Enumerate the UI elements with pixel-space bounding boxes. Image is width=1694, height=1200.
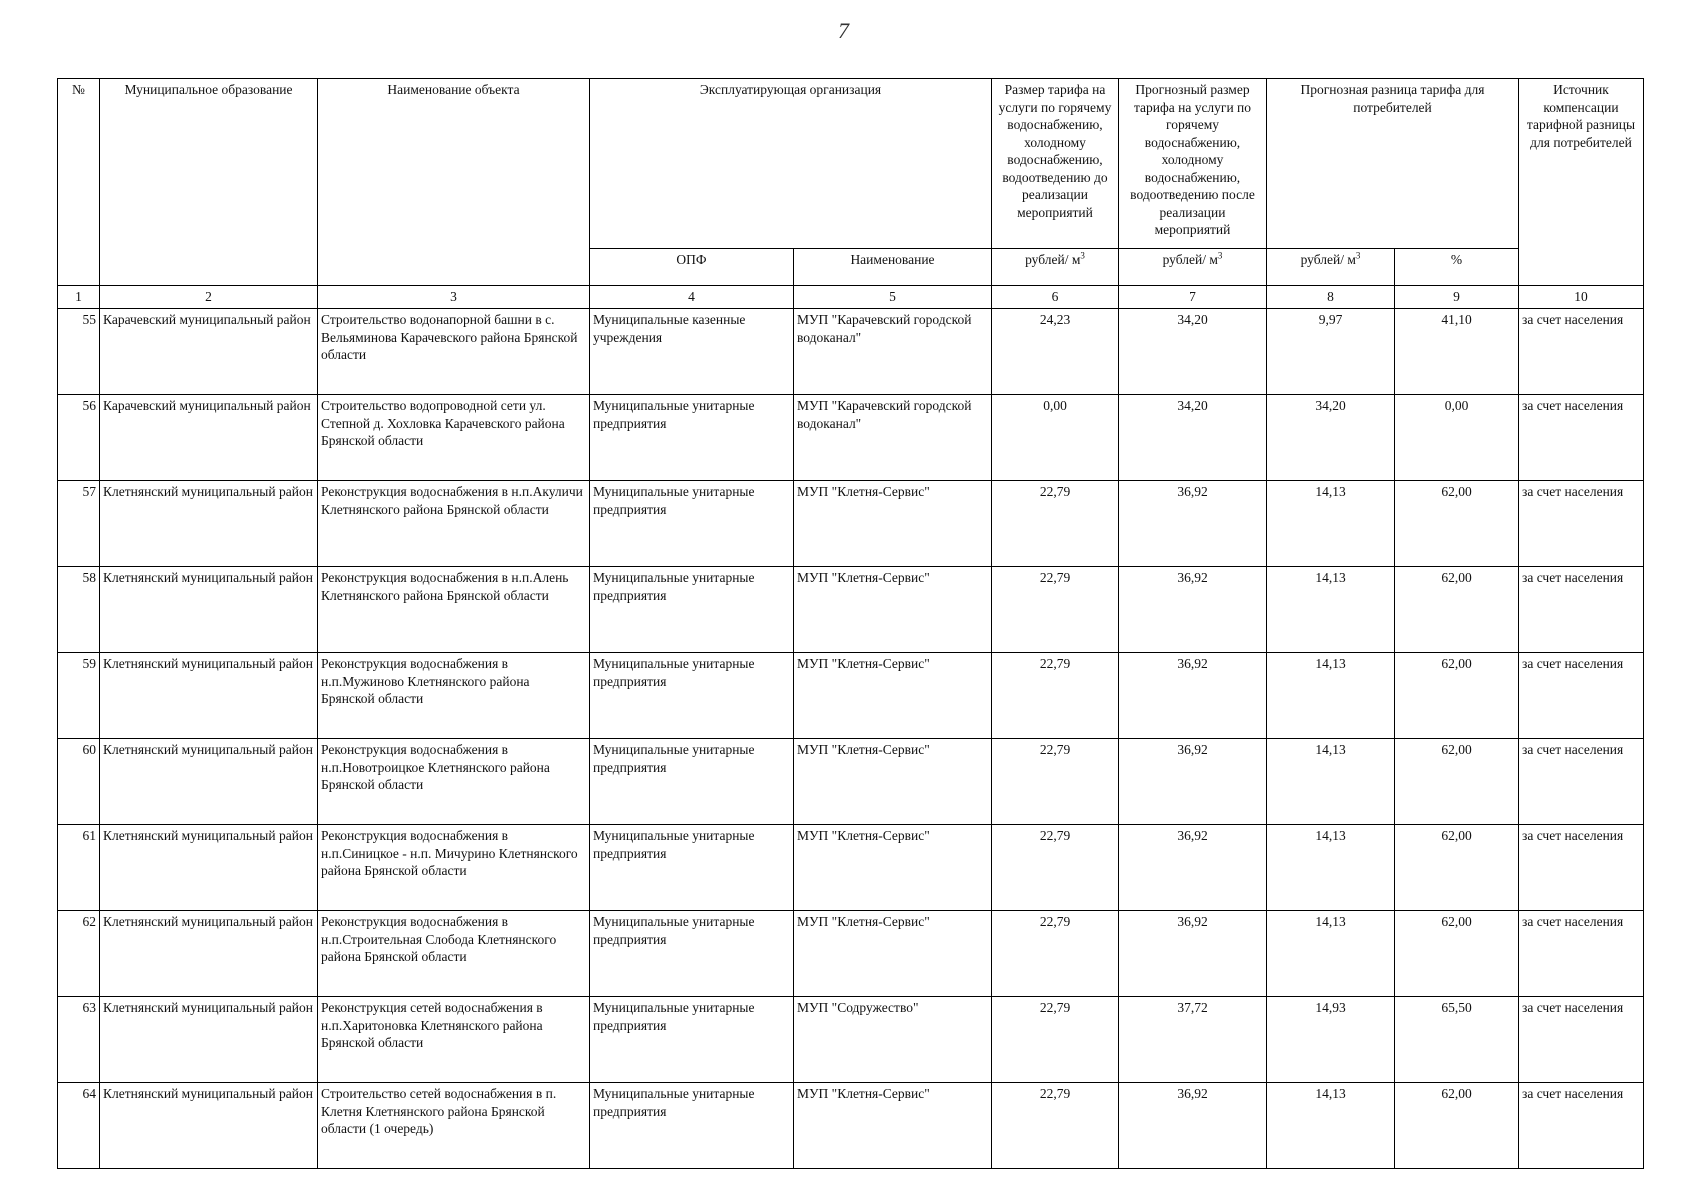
- table-body: [58, 309, 1644, 1169]
- opf-cell: Муниципальные казенные учреждения: [590, 309, 794, 395]
- header-operator: Эксплуатирующая организация: [590, 79, 992, 249]
- column-number: 2: [100, 286, 318, 309]
- tariff-before-cell: 24,23: [992, 309, 1119, 395]
- municipality-cell: Клетнянский муниципальный район: [100, 911, 318, 997]
- operator-name-cell: МУП "Карачевский городской водоканал": [794, 309, 992, 395]
- tariff-before-cell: 22,79: [992, 653, 1119, 739]
- object-name-cell: Строительство водопроводной сети ул. Степной д. Хохловка Карачевского района Брянской области: [318, 395, 590, 481]
- column-number: 9: [1395, 286, 1519, 309]
- table-row: [58, 481, 1644, 567]
- opf-cell: Муниципальные унитарные предприятия: [590, 997, 794, 1083]
- object-name-cell: Реконструкция водоснабжения в н.п.Строительная Слобода Клетнянского района Брянской области: [318, 911, 590, 997]
- tariff-diff-cell: 14,13: [1267, 825, 1395, 911]
- row-number: 64: [58, 1083, 100, 1169]
- object-name-cell: Реконструкция водоснабжения в н.п.Алень Клетнянского района Брянской области: [318, 567, 590, 653]
- tariff-diff-percent-cell: 41,10: [1395, 309, 1519, 395]
- municipality-cell: Карачевский муниципальный район: [100, 395, 318, 481]
- unit-superscript: 3: [1217, 250, 1223, 261]
- row-number: 56: [58, 395, 100, 481]
- tariff-diff-percent-cell: 62,00: [1395, 911, 1519, 997]
- unit-label: рублей/ м: [1300, 252, 1356, 267]
- column-number: 5: [794, 286, 992, 309]
- opf-cell: Муниципальные унитарные предприятия: [590, 911, 794, 997]
- table-header: [58, 79, 1644, 286]
- tariff-after-cell: 36,92: [1119, 739, 1267, 825]
- compensation-source-cell: за счет населения: [1519, 739, 1644, 825]
- opf-cell: Муниципальные унитарные предприятия: [590, 653, 794, 739]
- tariff-diff-cell: 14,13: [1267, 911, 1395, 997]
- tariff-diff-percent-cell: 62,00: [1395, 825, 1519, 911]
- table-row: [58, 653, 1644, 739]
- table-row: [58, 567, 1644, 653]
- column-number: 6: [992, 286, 1119, 309]
- tariff-after-cell: 36,92: [1119, 825, 1267, 911]
- object-name-cell: Реконструкция водоснабжения в н.п.Новотроицкое Клетнянского района Брянской области: [318, 739, 590, 825]
- tariff-diff-percent-cell: 62,00: [1395, 567, 1519, 653]
- tariff-after-cell: 34,20: [1119, 309, 1267, 395]
- unit-label: рублей/ м: [1025, 252, 1081, 267]
- tariff-diff-percent-cell: 0,00: [1395, 395, 1519, 481]
- row-number: 60: [58, 739, 100, 825]
- operator-name-cell: МУП "Клетня-Сервис": [794, 825, 992, 911]
- operator-name-cell: МУП "Клетня-Сервис": [794, 911, 992, 997]
- unit-label: рублей/ м: [1162, 252, 1218, 267]
- tariff-before-cell: 22,79: [992, 481, 1119, 567]
- tariff-diff-cell: 34,20: [1267, 395, 1395, 481]
- operator-name-cell: МУП "Клетня-Сервис": [794, 1083, 992, 1169]
- compensation-source-cell: за счет населения: [1519, 309, 1644, 395]
- operator-name-cell: МУП "Содружество": [794, 997, 992, 1083]
- tariff-diff-percent-cell: 62,00: [1395, 739, 1519, 825]
- table-row: [58, 309, 1644, 395]
- unit-before: [992, 249, 1119, 286]
- header-source: Источник компенсации тарифной разницы для потребителей: [1519, 79, 1644, 286]
- column-number: 3: [318, 286, 590, 309]
- tariff-after-cell: 36,92: [1119, 911, 1267, 997]
- municipality-cell: Клетнянский муниципальный район: [100, 739, 318, 825]
- row-number: 57: [58, 481, 100, 567]
- municipality-cell: Клетнянский муниципальный район: [100, 567, 318, 653]
- row-number: 62: [58, 911, 100, 997]
- column-number: 1: [58, 286, 100, 309]
- object-name-cell: Реконструкция водоснабжения в н.п.Акуличи Клетнянского района Брянской области: [318, 481, 590, 567]
- compensation-source-cell: за счет населения: [1519, 997, 1644, 1083]
- page-number: 7: [838, 18, 849, 43]
- header-opf: ОПФ: [590, 249, 794, 286]
- header-num: №: [58, 79, 100, 286]
- tariff-before-cell: 22,79: [992, 911, 1119, 997]
- row-number: 61: [58, 825, 100, 911]
- table-row: [58, 825, 1644, 911]
- compensation-source-cell: за счет населения: [1519, 395, 1644, 481]
- tariff-before-cell: 0,00: [992, 395, 1119, 481]
- compensation-source-cell: за счет населения: [1519, 1083, 1644, 1169]
- municipality-cell: Клетнянский муниципальный район: [100, 825, 318, 911]
- tariff-before-cell: 22,79: [992, 567, 1119, 653]
- tariff-after-cell: 36,92: [1119, 567, 1267, 653]
- header-operator-name: Наименование: [794, 249, 992, 286]
- unit-superscript: 3: [1080, 250, 1085, 261]
- column-numbers-row: [58, 286, 1644, 309]
- operator-name-cell: МУП "Клетня-Сервис": [794, 567, 992, 653]
- object-name-cell: Реконструкция водоснабжения в н.п.Мужиново Клетнянского района Брянской области: [318, 653, 590, 739]
- column-number: 8: [1267, 286, 1395, 309]
- opf-cell: Муниципальные унитарные предприятия: [590, 825, 794, 911]
- opf-cell: Муниципальные унитарные предприятия: [590, 1083, 794, 1169]
- header-object: Наименование объекта: [318, 79, 590, 286]
- column-number: 4: [590, 286, 794, 309]
- column-number: 10: [1519, 286, 1644, 309]
- tariff-diff-percent-cell: 62,00: [1395, 481, 1519, 567]
- tariff-diff-percent-cell: 62,00: [1395, 653, 1519, 739]
- object-name-cell: Строительство водонапорной башни в с. Вельяминова Карачевского района Брянской области: [318, 309, 590, 395]
- tariff-after-cell: 36,92: [1119, 481, 1267, 567]
- tariff-diff-cell: 14,13: [1267, 1083, 1395, 1169]
- tariff-before-cell: 22,79: [992, 825, 1119, 911]
- row-number: 58: [58, 567, 100, 653]
- operator-name-cell: МУП "Клетня-Сервис": [794, 653, 992, 739]
- opf-cell: Муниципальные унитарные предприятия: [590, 739, 794, 825]
- header-tariff-before: Размер тарифа на услуги по горячему водоснабжению, холодному водоснабжению, водоотведению до реализации мероприятий: [992, 79, 1119, 249]
- compensation-source-cell: за счет населения: [1519, 653, 1644, 739]
- operator-name-cell: МУП "Клетня-Сервис": [794, 481, 992, 567]
- compensation-source-cell: за счет населения: [1519, 481, 1644, 567]
- opf-cell: Муниципальные унитарные предприятия: [590, 567, 794, 653]
- row-number: 59: [58, 653, 100, 739]
- tariff-diff-percent-cell: 62,00: [1395, 1083, 1519, 1169]
- municipality-cell: Карачевский муниципальный район: [100, 309, 318, 395]
- compensation-source-cell: за счет населения: [1519, 567, 1644, 653]
- column-number: 7: [1119, 286, 1267, 309]
- tariff-diff-cell: 14,13: [1267, 739, 1395, 825]
- municipality-cell: Клетнянский муниципальный район: [100, 1083, 318, 1169]
- tariff-diff-cell: 14,13: [1267, 567, 1395, 653]
- header-tariff-after: Прогнозный размер тарифа на услуги по горячему водоснабжению, холодному водоснабжению, водоотведению после реализации мероприятий: [1119, 79, 1267, 249]
- tariff-diff-cell: 14,13: [1267, 481, 1395, 567]
- tariff-diff-cell: 14,13: [1267, 653, 1395, 739]
- compensation-source-cell: за счет населения: [1519, 911, 1644, 997]
- row-number: 63: [58, 997, 100, 1083]
- object-name-cell: Реконструкция сетей водоснабжения в н.п.Харитоновка Клетнянского района Брянской области: [318, 997, 590, 1083]
- tariff-after-cell: 36,92: [1119, 1083, 1267, 1169]
- unit-diff: [1267, 249, 1395, 286]
- municipality-cell: Клетнянский муниципальный район: [100, 997, 318, 1083]
- compensation-source-cell: за счет населения: [1519, 825, 1644, 911]
- municipality-cell: Клетнянский муниципальный район: [100, 481, 318, 567]
- opf-cell: Муниципальные унитарные предприятия: [590, 395, 794, 481]
- operator-name-cell: МУП "Клетня-Сервис": [794, 739, 992, 825]
- unit-after: [1119, 249, 1267, 286]
- municipality-cell: Клетнянский муниципальный район: [100, 653, 318, 739]
- tariff-diff-cell: 14,93: [1267, 997, 1395, 1083]
- object-name-cell: Реконструкция водоснабжения в н.п.Синицкое - н.п. Мичурино Клетнянского района Брянской области: [318, 825, 590, 911]
- tariff-table: [57, 78, 1644, 1169]
- unit-percent: %: [1395, 249, 1519, 286]
- table-row: [58, 997, 1644, 1083]
- unit-superscript: 3: [1355, 250, 1361, 261]
- table-row: [58, 911, 1644, 997]
- tariff-after-cell: 37,72: [1119, 997, 1267, 1083]
- tariff-diff-cell: 9,97: [1267, 309, 1395, 395]
- tariff-before-cell: 22,79: [992, 739, 1119, 825]
- table-row: [58, 739, 1644, 825]
- table-row: [58, 395, 1644, 481]
- table-row: [58, 1083, 1644, 1169]
- header-tariff-diff: Прогнозная разница тарифа для потребителей: [1267, 79, 1519, 249]
- object-name-cell: Строительство сетей водоснабжения в п. Клетня Клетнянского района Брянской области (1 очередь): [318, 1083, 590, 1169]
- tariff-before-cell: 22,79: [992, 1083, 1119, 1169]
- tariff-diff-percent-cell: 65,50: [1395, 997, 1519, 1083]
- opf-cell: Муниципальные унитарные предприятия: [590, 481, 794, 567]
- tariff-before-cell: 22,79: [992, 997, 1119, 1083]
- row-number: 55: [58, 309, 100, 395]
- tariff-after-cell: 34,20: [1119, 395, 1267, 481]
- header-municipality: Муниципальное образование: [100, 79, 318, 286]
- operator-name-cell: МУП "Карачевский городской водоканал": [794, 395, 992, 481]
- tariff-after-cell: 36,92: [1119, 653, 1267, 739]
